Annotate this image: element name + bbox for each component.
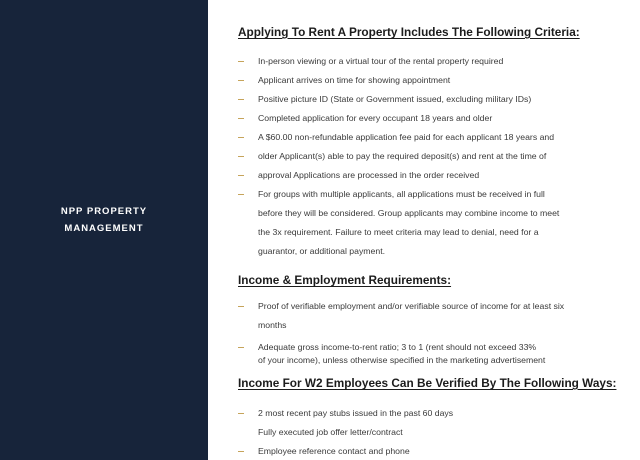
list-item: Completed application for every occupant 18 years and older [238, 109, 618, 128]
income-list [238, 297, 618, 367]
list-item-continuation: guarantor, or additional payment. [258, 246, 386, 256]
w2-verification-list [238, 404, 618, 460]
criteria-content [208, 0, 640, 460]
list-item: Proof of verifiable employment and/or verifiable source of income for at least six [238, 297, 618, 316]
dash-bullet-icon [238, 413, 244, 414]
list-item: Fully executed job offer letter/contract [258, 427, 403, 437]
list-item-continuation: the 3x requirement. Failure to meet criteria may lead to denial, need for a [258, 227, 539, 237]
sidebar-panel [0, 0, 208, 460]
dash-bullet-icon [238, 61, 244, 62]
dash-bullet-icon [238, 451, 244, 452]
list-item: Applicant arrives on time for showing appointment [238, 71, 618, 90]
list-item: Positive picture ID (State or Government issued, excluding military IDs) [238, 90, 618, 109]
dash-bullet-icon [238, 80, 244, 81]
list-item: 2 most recent pay stubs issued in the past 60 days [238, 404, 618, 423]
list-item: older Applicant(s) able to pay the required deposit(s) and rent at the time of [238, 147, 618, 166]
list-item: Adequate gross income-to-rent ratio; 3 to 1 (rent should not exceed 33% [238, 341, 618, 354]
list-item-continuation: months [258, 320, 287, 330]
dash-bullet-icon [238, 194, 244, 195]
list-item-continuation: before they will be considered. Group applicants may combine income to meet [258, 208, 560, 218]
company-name-line-2: MANAGEMENT [64, 223, 144, 234]
list-item: For groups with multiple applicants, all applications must be received in full [238, 185, 618, 204]
section-heading-w2: Income For W2 Employees Can Be Verified By The Following Ways: [238, 376, 617, 390]
criteria-list [238, 52, 618, 261]
section-heading-criteria: Applying To Rent A Property Includes The Following Criteria: [238, 25, 580, 39]
list-item: A $60.00 non-refundable application fee paid for each applicant 18 years and [238, 128, 618, 147]
dash-bullet-icon [238, 347, 244, 348]
dash-bullet-icon [238, 137, 244, 138]
dash-bullet-icon [238, 306, 244, 307]
dash-bullet-icon [238, 156, 244, 157]
dash-bullet-icon [238, 118, 244, 119]
list-item: In-person viewing or a virtual tour of the rental property required [238, 52, 618, 71]
section-heading-income: Income & Employment Requirements: [238, 273, 452, 287]
dash-bullet-icon [238, 175, 244, 176]
company-name-line-1: NPP PROPERTY [60, 206, 148, 217]
list-item: Employee reference contact and phone [238, 442, 618, 460]
list-item-continuation: of your income), unless otherwise specified in the marketing advertisement [258, 355, 546, 365]
list-item: approval Applications are processed in the order received [238, 166, 618, 185]
company-name [0, 203, 208, 237]
dash-bullet-icon [238, 99, 244, 100]
